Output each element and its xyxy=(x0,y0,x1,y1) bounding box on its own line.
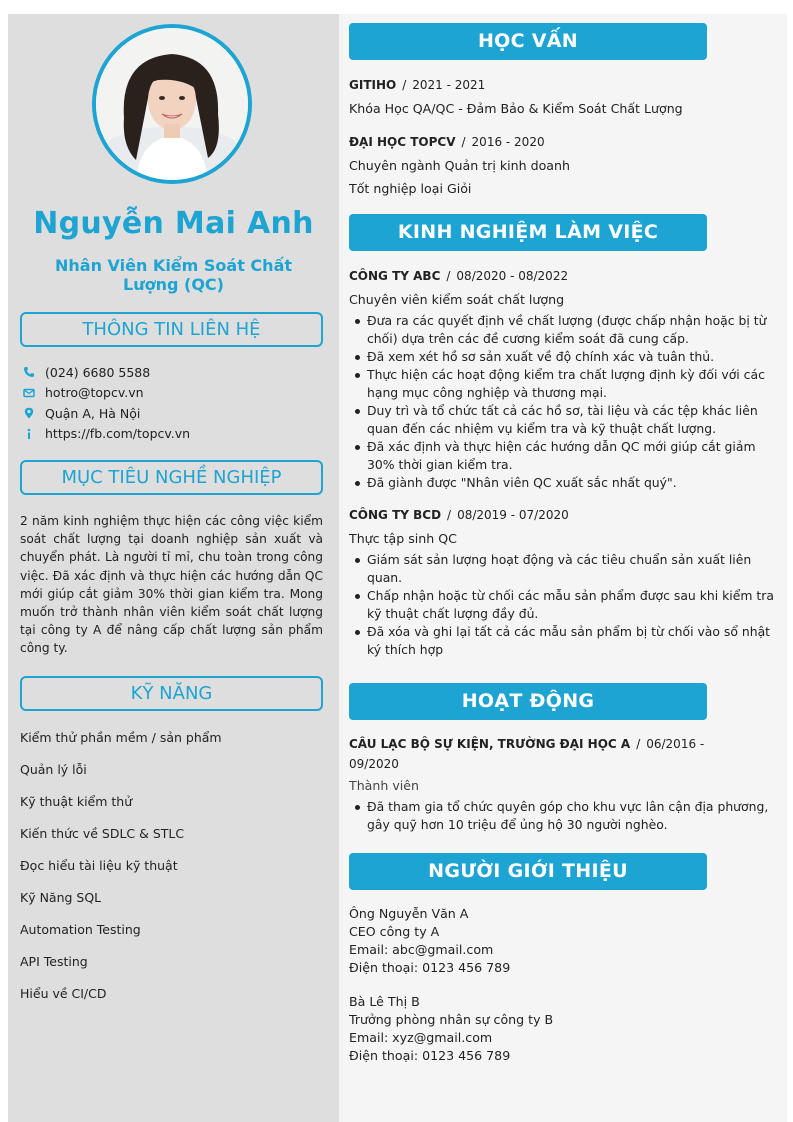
education-org: ĐẠI HỌC TOPCV xyxy=(349,135,456,149)
experience-bullet: Giám sát sản lượng hoạt động và các tiêu chuẩn sản xuất liên quan. xyxy=(349,551,777,587)
email-icon xyxy=(22,386,36,400)
objective-text: 2 năm kinh nghiệm thực hiện các công việc kiểm soát chất lượng tại doanh nghiệp sản xuất và chuyển phát. Là người tỉ mỉ, chu toàn trong công việc. Đã xác định và thực hiện các hướng dẫn QC mới giúp cắt giảm 30% thời gian kiểm tra. Mong muốn trở thành nhân viên kiểm soát chất lượng tại công ty A để nâng cấp chất lượng sản phẩm công ty. xyxy=(20,514,323,656)
skill-item: API Testing xyxy=(20,954,88,969)
activity-bullets xyxy=(349,798,777,834)
education-entry-title: ĐẠI HỌC TOPCV / 2016 - 2020 xyxy=(349,135,545,149)
skill-item: Hiểu về CI/CD xyxy=(20,986,107,1001)
experience-bullet: Đã giành được "Nhân viên QC xuất sắc nhất quý". xyxy=(349,474,777,492)
location-icon xyxy=(22,406,36,420)
experience-bullets xyxy=(349,551,777,659)
activities-heading: HOẠT ĐỘNG xyxy=(349,683,707,720)
skill-item: Kiểm thử phần mềm / sản phẩm xyxy=(20,730,222,745)
experience-bullet: Chấp nhận hoặc từ chối các mẫu sản phẩm được sau khi kiểm tra kỹ thuật chất lượng đầy đủ. xyxy=(349,587,777,623)
activity-position: Thành viên xyxy=(349,778,420,793)
education-line: Tốt nghiệp loại Giỏi xyxy=(349,181,472,196)
experience-bullets xyxy=(349,312,777,492)
skill-item: Automation Testing xyxy=(20,922,141,937)
skill-item: Kiến thức về SDLC & STLC xyxy=(20,826,185,841)
activity-period-end: 09/2020 xyxy=(349,757,399,771)
experience-org: CÔNG TY BCD xyxy=(349,508,442,522)
activity-entry-title: CÂU LẠC BỘ SỰ KIỆN, TRƯỜNG ĐẠI HỌC A / 06/2016 - 09/2020 xyxy=(349,737,705,771)
activity-org: CÂU LẠC BỘ SỰ KIỆN, TRƯỜNG ĐẠI HỌC A xyxy=(349,737,631,751)
experience-period: 08/2020 - 08/2022 xyxy=(456,269,569,283)
candidate-role: Nhân Viên Kiểm Soát Chất Lượng (QC) xyxy=(54,256,293,294)
resume-page xyxy=(8,14,787,1122)
skill-item: Đọc hiểu tài liệu kỹ thuật xyxy=(20,858,178,873)
objective-heading: MỤC TIÊU NGHỀ NGHIỆP xyxy=(20,460,323,495)
activities-section xyxy=(349,734,777,834)
contact-email-value: hotro@topcv.vn xyxy=(45,385,144,400)
skills-heading: KỸ NĂNG xyxy=(20,676,323,711)
contact-email xyxy=(22,383,322,403)
education-section xyxy=(349,74,777,200)
education-line: Chuyên ngành Quản trị kinh doanh xyxy=(349,158,570,173)
references-section xyxy=(349,905,777,1065)
experience-entry-title: CÔNG TY BCD / 08/2019 - 07/2020 xyxy=(349,508,569,522)
education-line: Khóa Học QA/QC - Đảm Bảo & Kiểm Soát Chất Lượng xyxy=(349,101,683,116)
reference-title: Trưởng phòng nhân sự công ty B xyxy=(349,1012,554,1027)
skill-item: Kỹ thuật kiểm thử xyxy=(20,794,133,809)
contact-phone xyxy=(22,362,322,382)
education-org: GITIHO xyxy=(349,78,397,92)
skill-item: Kỹ Năng SQL xyxy=(20,890,102,905)
contact-location-value: Quận A, Hà Nội xyxy=(45,405,141,421)
experience-bullet: Duy trì và tổ chức tất cả các hồ sơ, tài liệu và các tệp khác liên quan đến các nhiệm vụ kiểm tra và kỹ thuật chất lượng. xyxy=(349,402,777,438)
skills-list xyxy=(20,730,323,1018)
reference-name: Ông Nguyễn Văn A xyxy=(349,906,469,921)
phone-icon xyxy=(22,365,36,379)
experience-heading: KINH NGHIỆM LÀM VIỆC xyxy=(349,214,707,251)
experience-period: 08/2019 - 07/2020 xyxy=(457,508,569,522)
education-entry-title: GITIHO / 2021 - 2021 xyxy=(349,78,486,92)
reference-phone: Điện thoại: 0123 456 789 xyxy=(349,1048,511,1063)
contact-location xyxy=(22,403,322,423)
reference-email: Email: abc@gmail.com xyxy=(349,942,494,957)
left-column xyxy=(8,14,339,1122)
education-heading: HỌC VẤN xyxy=(349,23,707,60)
experience-bullet: Thực hiện các hoạt động kiểm tra chất lượng định kỳ đối với các hạng mục công nghiệp và thương mại. xyxy=(349,366,777,402)
activity-bullet: Đã tham gia tổ chức quyên góp cho khu vực lân cận địa phương, gây quỹ hơn 10 triệu để ủng hộ 30 người nghèo. xyxy=(349,798,777,834)
experience-position: Thực tập sinh QC xyxy=(349,531,457,546)
references-heading: NGƯỜI GIỚI THIỆU xyxy=(349,853,707,890)
avatar xyxy=(92,24,252,184)
experience-bullet: Đã xem xét hồ sơ sản xuất về độ chính xác và tuân thủ. xyxy=(349,348,777,366)
contact-heading: THÔNG TIN LIÊN HỆ xyxy=(20,312,323,347)
experience-bullet: Đã xác định và thực hiện các hướng dẫn QC mới giúp cắt giảm 30% thời gian kiểm tra. xyxy=(349,438,777,474)
activity-period-start: 06/2016 - xyxy=(646,737,705,751)
contact-website-value[interactable]: https://fb.com/topcv.vn xyxy=(45,426,191,441)
candidate-name: Nguyễn Mai Anh xyxy=(33,206,314,241)
education-period: 2021 - 2021 xyxy=(412,78,486,92)
avatar-photo-icon xyxy=(96,28,248,180)
experience-org: CÔNG TY ABC xyxy=(349,269,441,283)
reference-title: CEO công ty A xyxy=(349,924,440,939)
right-column xyxy=(339,14,787,1122)
contact-website xyxy=(22,424,322,444)
contact-phone-value: (024) 6680 5588 xyxy=(45,364,151,380)
experience-section xyxy=(349,265,777,659)
education-period: 2016 - 2020 xyxy=(471,135,545,149)
experience-entry-title: CÔNG TY ABC / 08/2020 - 08/2022 xyxy=(349,269,569,283)
reference-name: Bà Lê Thị B xyxy=(349,994,420,1009)
info-icon xyxy=(22,427,36,441)
experience-bullet: Đã xóa và ghi lại tất cả các mẫu sản phẩm bị từ chối vào sổ nhật ký thích hợp xyxy=(349,623,777,659)
experience-bullet: Đưa ra các quyết định về chất lượng (được chấp nhận hoặc bị từ chối) dựa trên các đề cương kiểm soát đã cung cấp. xyxy=(349,312,777,348)
contact-list xyxy=(22,362,322,444)
reference-email: Email: xyz@gmail.com xyxy=(349,1030,493,1045)
reference-phone: Điện thoại: 0123 456 789 xyxy=(349,960,511,975)
experience-position: Chuyên viên kiểm soát chất lượng xyxy=(349,292,565,307)
skill-item: Quản lý lỗi xyxy=(20,762,87,777)
